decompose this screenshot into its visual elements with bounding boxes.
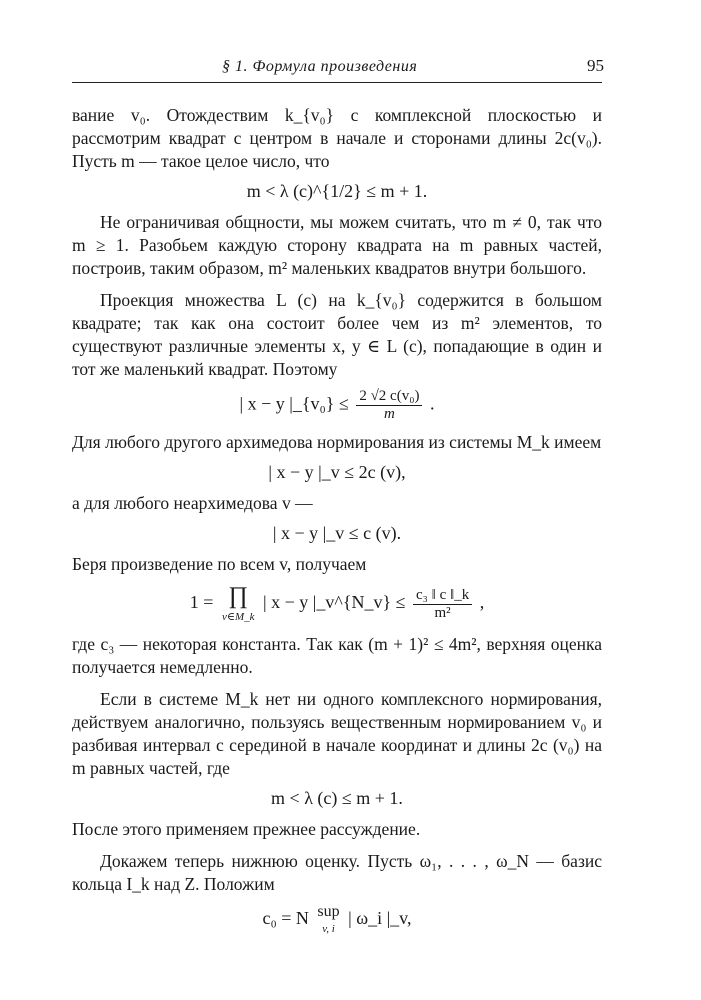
product-operator xyxy=(222,583,255,625)
paragraph-10: Докажем теперь нижнюю оценку. Пусть ω₁, . . . , ω_N — базис кольца I_k над Z. Положим xyxy=(72,851,602,894)
paragraph-7: где c₃ — некоторая константа. Так как (m + 1)² ≤ 4m², верхняя оценка получается немедленно. xyxy=(72,634,602,677)
paragraph-3: Проекция множества L (c) на k_{v₀} содержится в большом квадрате; так как она состоит более чем из m² элементов, то существуют различные элементы x, y ∈ L (c), попадающие в один и тот же маленький квадрат. Поэтому xyxy=(72,290,602,379)
product-symbol: ∏ xyxy=(228,583,249,609)
formula-2-lhs: | x − y |_{v₀} ≤ xyxy=(239,393,349,414)
formula-5-fraction xyxy=(413,587,472,622)
formula-4: | x − y |_v ≤ c (v). xyxy=(272,523,402,543)
formula-7-rhs: | ω_i |_v, xyxy=(348,908,412,929)
sup-subscript: v, i xyxy=(322,923,335,935)
paragraph-8: Если в системе M_k нет ни одного комплексного нормирования, действуем аналогично, пользуясь вещественным нормированием v₀ и разбивая интервал с серединой в начале координат и длины 2c (v₀) на m равных частей, где xyxy=(72,689,602,778)
paragraph-5: а для любого неархимедова v — xyxy=(72,493,313,513)
sup-symbol: sup xyxy=(317,903,340,920)
formula-5-lhs: 1 = xyxy=(189,592,214,613)
sup-operator xyxy=(317,903,339,937)
formula-5-numerator: c₃ ‖ c ‖_k xyxy=(413,587,472,605)
page-body xyxy=(72,104,602,945)
formula-3: | x − y |_v ≤ 2c (v), xyxy=(268,462,406,482)
formula-2-fraction xyxy=(356,388,422,423)
formula-5-denominator: m² xyxy=(434,604,451,621)
formula-7-lhs: c₀ = N xyxy=(262,908,309,929)
running-header xyxy=(72,58,602,83)
formula-2-end: . xyxy=(429,393,435,414)
formula-1: m < λ (c)^{1/2} ≤ m + 1. xyxy=(246,181,428,201)
formula-2-numerator: 2 √2 c(v₀) xyxy=(356,388,422,406)
running-title: § 1. Формула произведения xyxy=(222,58,418,75)
paragraph-2: Не ограничивая общности, мы можем считать, что m ≠ 0, так что m ≥ 1. Разобьем каждую сторону квадрата на m равных частей, построив, таким образом, m² маленьких квадратов внутри большого. xyxy=(72,212,602,278)
formula-2 xyxy=(72,388,602,423)
formula-7 xyxy=(72,903,602,937)
formula-5-end: , xyxy=(479,592,485,613)
paragraph-9: После этого применяем прежнее рассуждение. xyxy=(72,819,421,839)
paragraph-6: Беря произведение по всем v, получаем xyxy=(72,554,367,574)
formula-6: m < λ (c) ≤ m + 1. xyxy=(271,788,403,808)
page-number: 95 xyxy=(587,56,604,75)
paragraph-4: Для любого другого архимедова нормирования из системы M_k имеем xyxy=(72,432,602,452)
paragraph-1: вание v₀. Отождествим k_{v₀} с комплексной плоскостью и рассмотрим квадрат с центром в начале и сторонами длины 2c(v₀). Пусть m — такое целое число, что xyxy=(72,105,602,171)
formula-5 xyxy=(72,583,602,625)
formula-2-denominator: m xyxy=(383,406,395,422)
formula-5-middle: | x − y |_v^{N_v} ≤ xyxy=(263,592,406,613)
product-subscript: v∈M_k xyxy=(221,611,255,623)
